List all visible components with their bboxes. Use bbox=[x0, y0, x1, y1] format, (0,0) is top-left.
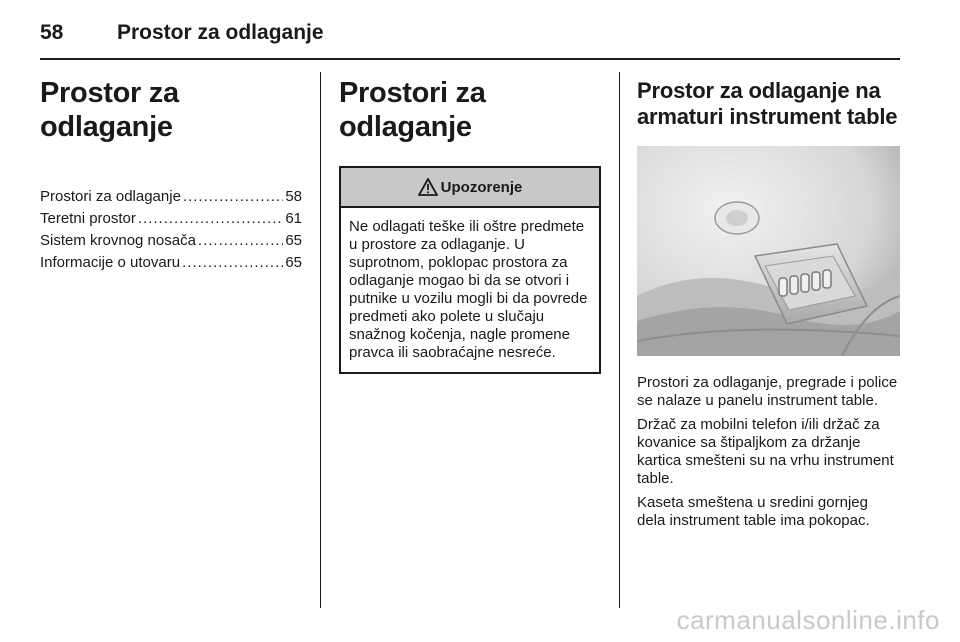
toc-entry-label: Teretni prostor bbox=[40, 210, 136, 227]
body-text bbox=[637, 374, 900, 530]
toc-entry-label: Prostori za odlaganje bbox=[40, 188, 181, 205]
paragraph: Držač za mobilni telefon i/ili držač za kovanice sa štipaljkom za držanje kartica smešteni su na vrhu instrument table. bbox=[637, 416, 894, 487]
toc-entry-page: 65 bbox=[285, 232, 302, 249]
section-title: Prostor za odlaganje na armaturi instrument table bbox=[637, 78, 898, 129]
watermark: carmanualsonline.info bbox=[676, 605, 940, 635]
page-header bbox=[40, 14, 900, 54]
warning-box bbox=[339, 166, 601, 374]
warning-title: Upozorenje bbox=[440, 178, 523, 196]
section-title: Prostori za odlaganje bbox=[339, 77, 486, 143]
toc-entry[interactable] bbox=[40, 186, 302, 208]
toc-leader-dots bbox=[138, 208, 283, 230]
column-divider-left bbox=[320, 72, 321, 608]
toc-entry[interactable] bbox=[40, 208, 302, 230]
header-rule bbox=[40, 58, 900, 60]
column-divider-right bbox=[619, 72, 620, 608]
warning-triangle-icon bbox=[418, 178, 438, 196]
toc-leader-dots bbox=[183, 186, 283, 208]
chapter-title: Prostor za odlaganje bbox=[40, 77, 179, 143]
table-of-contents bbox=[40, 186, 302, 274]
paragraph: Kaseta smeštena u sredini gornjeg dela instrument table ima pokopac. bbox=[637, 494, 870, 529]
column-dashboard-storage bbox=[637, 72, 900, 536]
dashboard-storage-illustration bbox=[637, 146, 900, 356]
toc-entry-label: Informacije o utovaru bbox=[40, 254, 181, 271]
toc-leader-dots bbox=[182, 252, 283, 274]
header-title: Prostor za odlaganje bbox=[117, 21, 324, 44]
toc-entry-page: 61 bbox=[285, 210, 302, 227]
paragraph: Prostori za odlaganje, pregrade i police se nalaze u panelu instrument table. bbox=[637, 374, 898, 409]
toc-entry-label: Sistem krovnog nosača bbox=[40, 232, 196, 249]
warning-header bbox=[341, 168, 599, 208]
toc-entry-page: 65 bbox=[285, 254, 302, 271]
toc-entry-page: 58 bbox=[285, 188, 302, 205]
page-number: 58 bbox=[40, 21, 64, 44]
toc-entry[interactable] bbox=[40, 230, 302, 252]
toc-leader-dots bbox=[198, 230, 283, 252]
warning-text: Ne odlagati teške ili oštre predmete u prostore za odlaganje. U suprotnom, poklopac prostora za odlaganje mogao bi da se otvori i putnike u vozilu mogli bi da povrede predmeti ako polete u slučaju snažnog kočenja, nagle promene pravca ili saobraćajne nesreće. bbox=[349, 218, 588, 361]
toc-entry[interactable] bbox=[40, 252, 302, 274]
column-toc bbox=[40, 72, 302, 274]
column-storage bbox=[339, 72, 601, 374]
